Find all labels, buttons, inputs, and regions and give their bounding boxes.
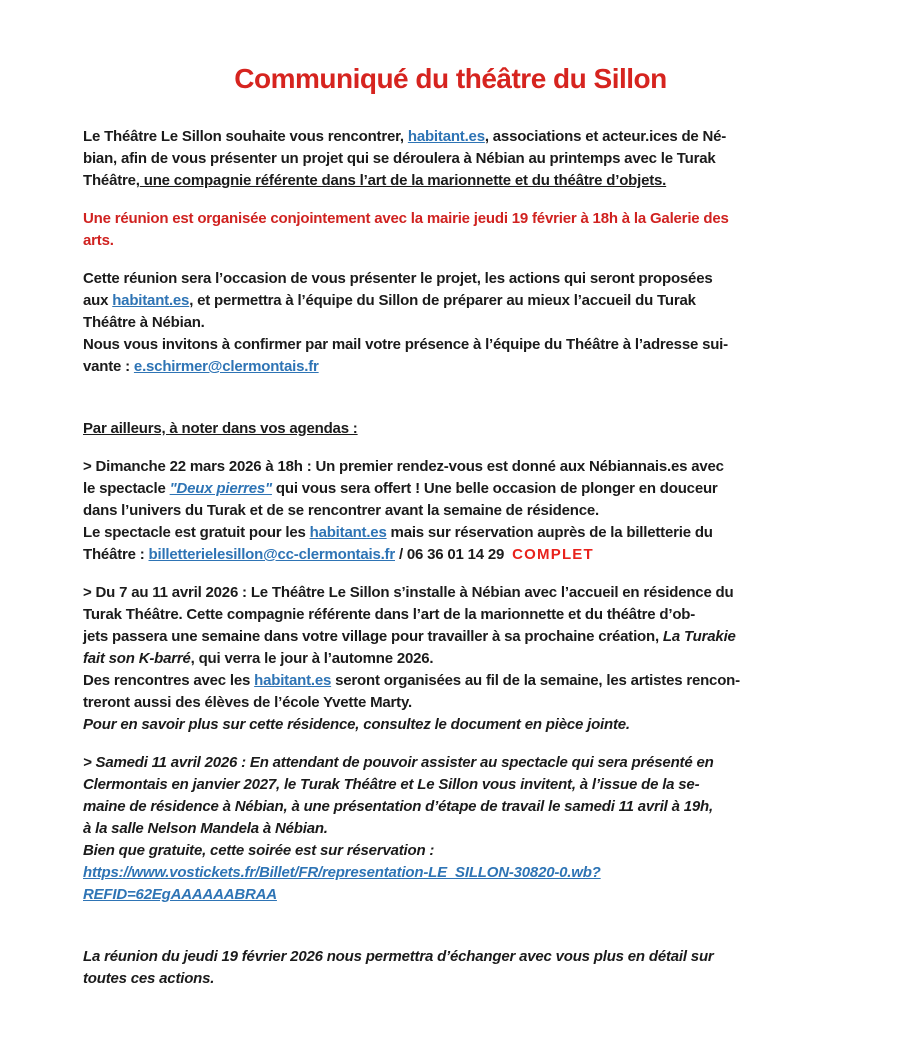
- event-1-deux-pierres-line: [83, 522, 818, 544]
- text-run: seront organisées au fil de la semaine, les artistes rencon-: [331, 672, 740, 689]
- text-run: jets passera une semaine dans votre village pour travailler à sa prochaine création,: [83, 628, 663, 645]
- deux-pierres-link[interactable]: "Deux pierres": [169, 480, 272, 497]
- meeting-details-line: [83, 334, 818, 356]
- closing-paragraph: [83, 946, 818, 990]
- text-run: Pour en savoir plus sur cette résidence, consultez le document en pièce jointe.: [83, 716, 630, 733]
- agenda-heading-line: [83, 418, 818, 440]
- event-2-residence-line: [83, 626, 818, 648]
- text-run: Clermontais en janvier 2027, le Turak Théâtre et Le Sillon vous invitent, à l’issue de la se-: [83, 776, 700, 793]
- text-run: mais sur réservation auprès de la billetterie du: [386, 524, 713, 541]
- text-run: aux: [83, 292, 113, 309]
- event-1-deux-pierres-line: [83, 500, 818, 522]
- meeting-habitant-link[interactable]: habitant.es: [112, 292, 190, 309]
- event-3-presentation-line: [83, 840, 818, 862]
- billetterie-email-link[interactable]: billetterielesillon@cc-clermontais.fr: [148, 546, 395, 563]
- meeting-announcement-line: [83, 208, 818, 230]
- text-run: , associations et acteur.ices de Né-: [484, 128, 727, 145]
- closing-paragraph-line: [83, 968, 818, 990]
- complet-badge: COMPLET: [512, 546, 594, 563]
- closing-paragraph-line: [83, 946, 818, 968]
- email-link[interactable]: e.schirmer@clermontais.fr: [133, 358, 319, 375]
- document-body: [83, 126, 818, 990]
- event-2-residence-line: [83, 670, 818, 692]
- event-3-presentation-line: [83, 884, 818, 906]
- meeting-announcement-line: [83, 230, 818, 252]
- text-run: Théâtre,: [83, 172, 140, 189]
- text-run: Cette réunion sera l’occasion de vous présenter le projet, les actions qui seront proposées: [83, 270, 713, 287]
- text-run: Le spectacle est gratuit pour les: [83, 524, 310, 541]
- text-run: maine de résidence à Nébian, à une présentation d’étape de travail le samedi 11 avril à 19h,: [83, 798, 713, 815]
- event-2-residence-line: [83, 604, 818, 626]
- event-3-presentation-line: [83, 818, 818, 840]
- meeting-details-line: [83, 312, 818, 334]
- event-3-presentation-line: [83, 796, 818, 818]
- meeting-details: [83, 268, 818, 378]
- gratuit-habitant-link[interactable]: habitant.es: [309, 524, 387, 541]
- event-2-residence-line: [83, 692, 818, 714]
- text-run: Théâtre :: [83, 546, 149, 563]
- text-run: Théâtre à Nébian.: [83, 314, 205, 331]
- intro-habitant-link[interactable]: habitant.es: [407, 128, 485, 145]
- event-1-deux-pierres-line: [83, 544, 818, 566]
- intro-paragraph: [83, 126, 818, 192]
- event-1-deux-pierres-line: [83, 456, 818, 478]
- document-title: Communiqué du théâtre du Sillon: [234, 63, 667, 94]
- text-run: > Dimanche 22 mars 2026 à 18h : Un premier rendez-vous est donné aux Nébiannais.es avec: [83, 458, 724, 475]
- intro-paragraph-line: [83, 126, 818, 148]
- event-2-residence-line: [83, 648, 818, 670]
- text-run: Des rencontres avec les: [83, 672, 255, 689]
- event-3-presentation: [83, 752, 818, 906]
- text-run: > Du 7 au 11 avril 2026 : Le Théâtre Le Sillon s’installe à Nébian avec l’accueil en résidence du: [83, 584, 734, 601]
- text-run: à la salle Nelson Mandela à Nébian.: [83, 820, 328, 837]
- text-run: dans l’univers du Turak et de se rencontrer avant la semaine de résidence.: [83, 502, 599, 519]
- text-run: La Turakie: [662, 628, 736, 645]
- residence-habitant-link[interactable]: habitant.es: [254, 672, 332, 689]
- event-1-deux-pierres: [83, 456, 818, 566]
- text-run: , et permettra à l’équipe du Sillon de préparer au mieux l’accueil du Turak: [189, 292, 696, 309]
- meeting-details-line: [83, 290, 818, 312]
- event-1-deux-pierres-line: [83, 478, 818, 500]
- meeting-details-line: [83, 268, 818, 290]
- event-2-residence-line: [83, 714, 818, 736]
- event-2-residence-line: [83, 582, 818, 604]
- vostickets-link-line2[interactable]: REFID=62EgAAAAAABRAA: [83, 886, 277, 903]
- event-2-residence: [83, 582, 818, 736]
- text-run: Turak Théâtre. Cette compagnie référente dans l’art de la marionnette et du théâtre d’ob-: [83, 606, 696, 623]
- text-run: une compagnie référente dans l’art de la marionnette et du théâtre d’objets.: [139, 172, 667, 189]
- text-run: Par ailleurs, à noter dans vos agendas :: [83, 420, 358, 437]
- text-run: qui vous sera offert ! Une belle occasion de plonger en douceur: [271, 480, 718, 497]
- intro-paragraph-line: [83, 148, 818, 170]
- agenda-heading: [83, 418, 818, 440]
- text-run: fait son K-barré: [83, 650, 191, 667]
- text-run: Une réunion est organisée conjointement avec la mairie jeudi 19 février à 18h à la Galerie des: [83, 210, 729, 227]
- meeting-announcement: [83, 208, 818, 252]
- text-run: Bien que gratuite, cette soirée est sur réservation :: [83, 842, 435, 859]
- text-run: bian, afin de vous présenter un projet qui se déroulera à Nébian au printemps avec le Turak: [83, 150, 716, 167]
- event-3-presentation-line: [83, 862, 818, 884]
- text-run: , qui verra le jour à l’automne 2026.: [190, 650, 434, 667]
- text-run: le spectacle: [83, 480, 170, 497]
- text-run: toutes ces actions.: [83, 970, 215, 987]
- text-run: > Samedi 11 avril 2026 : En attendant de pouvoir assister au spectacle qui sera présenté en: [83, 754, 714, 771]
- text-run: Le Théâtre Le Sillon souhaite vous rencontrer,: [83, 128, 408, 145]
- vostickets-link-line1[interactable]: https://www.vostickets.fr/Billet/FR/representation-LE_SILLON-30820-0.wb?: [83, 864, 601, 881]
- text-run: Nous vous invitons à confirmer par mail votre présence à l’équipe du Théâtre à l’adresse sui-: [83, 336, 728, 353]
- event-3-presentation-line: [83, 774, 818, 796]
- text-run: arts.: [83, 232, 114, 249]
- meeting-details-line: [83, 356, 818, 378]
- intro-paragraph-line: [83, 170, 818, 192]
- text-run: vante :: [83, 358, 134, 375]
- text-run: / 06 36 01 14 29: [395, 546, 513, 563]
- text-run: treront aussi des élèves de l’école Yvette Marty.: [83, 694, 412, 711]
- event-3-presentation-line: [83, 752, 818, 774]
- text-run: La réunion du jeudi 19 février 2026 nous permettra d’échanger avec vous plus en détail sur: [83, 948, 714, 965]
